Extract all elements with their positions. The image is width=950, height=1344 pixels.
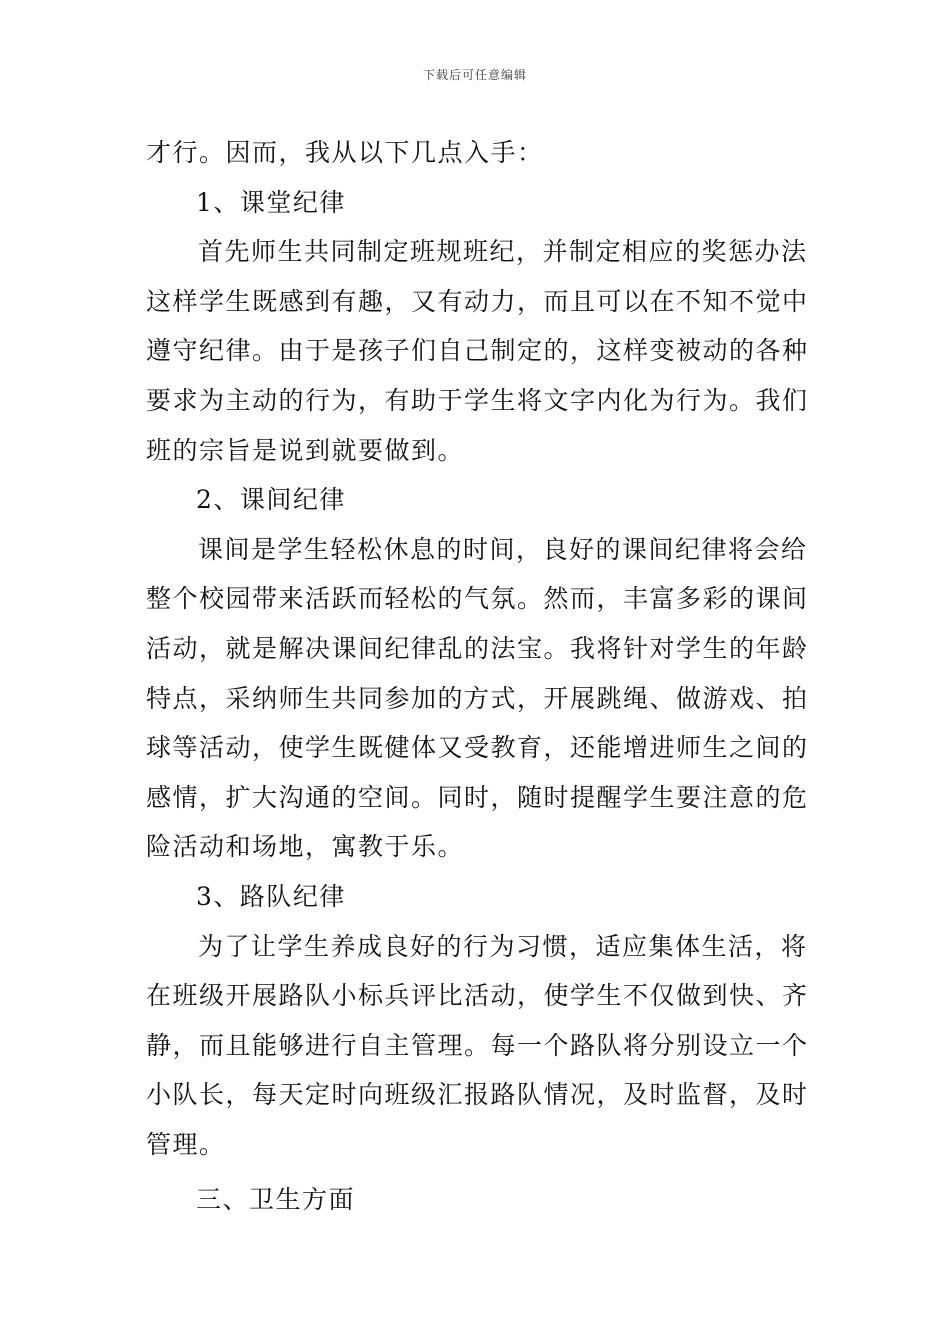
- document-body: [146, 128, 808, 1225]
- section-heading-classroom-discipline: 1、课堂纪律: [196, 187, 346, 217]
- paragraph-line: 遵守纪律。由于是孩子们自己制定的，这样变被动的各种: [146, 336, 809, 366]
- paragraph-line: 感情，扩大沟通的空间。同时，随时提醒学生要注意的危: [146, 782, 809, 812]
- paragraph-line: 要求为主动的行为，有助于学生将文字内化为行为。我们: [146, 385, 809, 415]
- paragraph-line: 这样学生既感到有趣，又有动力，而且可以在不知不觉中: [146, 286, 809, 316]
- paragraph-line: 小队长，每天定时向班级汇报路队情况，及时监督，及时: [146, 1080, 809, 1110]
- paragraph-line: 管理。: [146, 1129, 226, 1159]
- paragraph-line: 才行。因而，我从以下几点入手：: [146, 138, 544, 167]
- paragraph-line: 为了让学生养成良好的行为习惯，适应集体生活，将: [198, 931, 808, 961]
- paragraph-line: 首先师生共同制定班规班纪，并制定相应的奖惩办法: [198, 237, 808, 267]
- section-heading-hygiene: 三、卫生方面: [196, 1185, 356, 1215]
- paragraph-line: 整个校园带来活跃而轻松的气氛。然而，丰富多彩的课间: [146, 584, 809, 614]
- paragraph-line: 班的宗旨是说到就要做到。: [146, 435, 465, 465]
- paragraph-line: 课间是学生轻松休息的时间，良好的课间纪律将会给: [198, 534, 808, 564]
- section-heading-break-discipline: 2、课间纪律: [196, 485, 346, 515]
- paragraph-line: 险活动和场地，寓教于乐。: [146, 832, 465, 862]
- paragraph-line: 特点，采纳师生共同参加的方式，开展跳绳、做游戏、拍: [146, 683, 809, 713]
- section-heading-queue-discipline: 3、路队纪律: [196, 881, 346, 911]
- paragraph-line: 静，而且能够进行自主管理。每一个路队将分别设立一个: [146, 1030, 809, 1060]
- paragraph-line: 在班级开展路队小标兵评比活动，使学生不仅做到快、齐: [146, 981, 809, 1011]
- paragraph-line: 球等活动，使学生既健体又受教育，还能增进师生之间的: [146, 733, 809, 763]
- page-header-note: 下载后可任意编辑: [422, 68, 527, 82]
- paragraph-line: 活动，就是解决课间纪律乱的法宝。我将针对学生的年龄: [146, 633, 809, 663]
